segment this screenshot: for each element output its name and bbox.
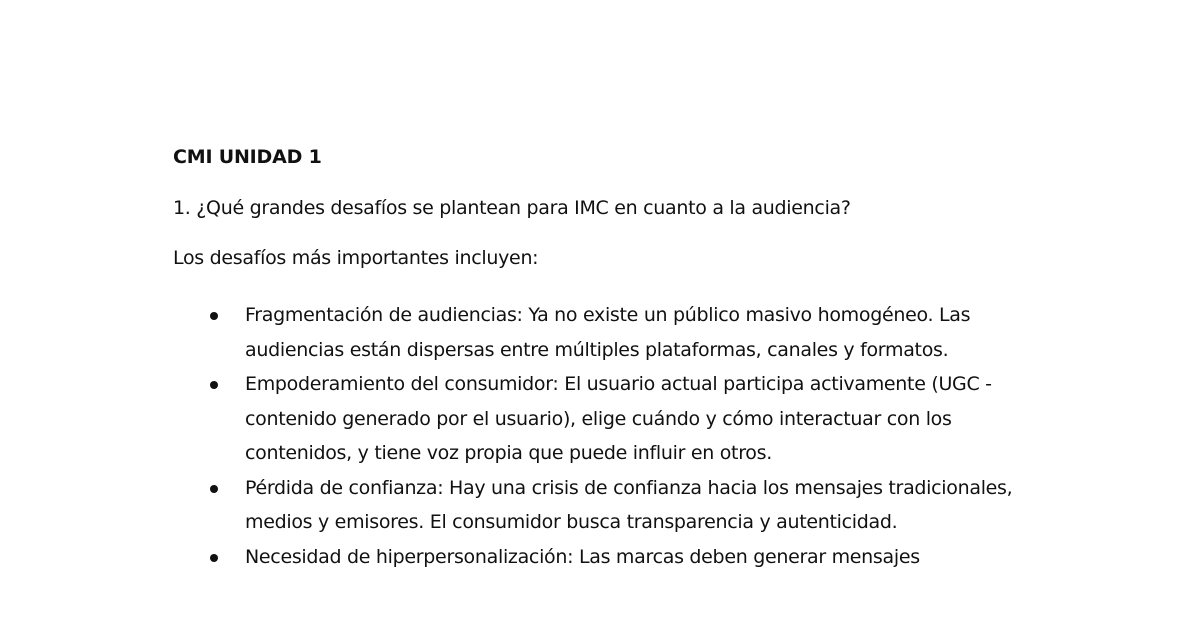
bullet-icon (210, 312, 218, 320)
list-item (173, 367, 1053, 471)
challenges-list (173, 298, 1053, 574)
question-heading: 1. ¿Qué grandes desafíos se plantean para IMC en cuanto a la audiencia? (173, 197, 851, 219)
document-title: CMI UNIDAD 1 (173, 146, 322, 168)
bullet-icon (210, 381, 218, 389)
intro-paragraph: Los desafíos más importantes incluyen: (173, 247, 539, 269)
list-item (173, 540, 1053, 575)
list-item-text: Necesidad de hiperpersonalización: Las marcas deben generar mensajes (245, 545, 920, 568)
list-item-text: Empoderamiento del consumidor: El usuario actual participa activamente (UGC - contenido generado por el usuario), elige cuándo y cómo interactuar con los contenidos, y tiene voz propia que puede influir en otros. (245, 373, 992, 464)
list-item (173, 298, 1053, 367)
bullet-icon (210, 554, 218, 562)
list-item (173, 471, 1053, 540)
list-item-text: Fragmentación de audiencias: Ya no existe un público masivo homogéneo. Las audiencias están dispersas entre múltiples plataformas, canales y formatos. (245, 304, 971, 361)
list-item-text: Pérdida de confianza: Hay una crisis de confianza hacia los mensajes tradicionales, medios y emisores. El consumidor busca transparencia y autenticidad. (245, 476, 1013, 533)
bullet-icon (210, 485, 218, 493)
